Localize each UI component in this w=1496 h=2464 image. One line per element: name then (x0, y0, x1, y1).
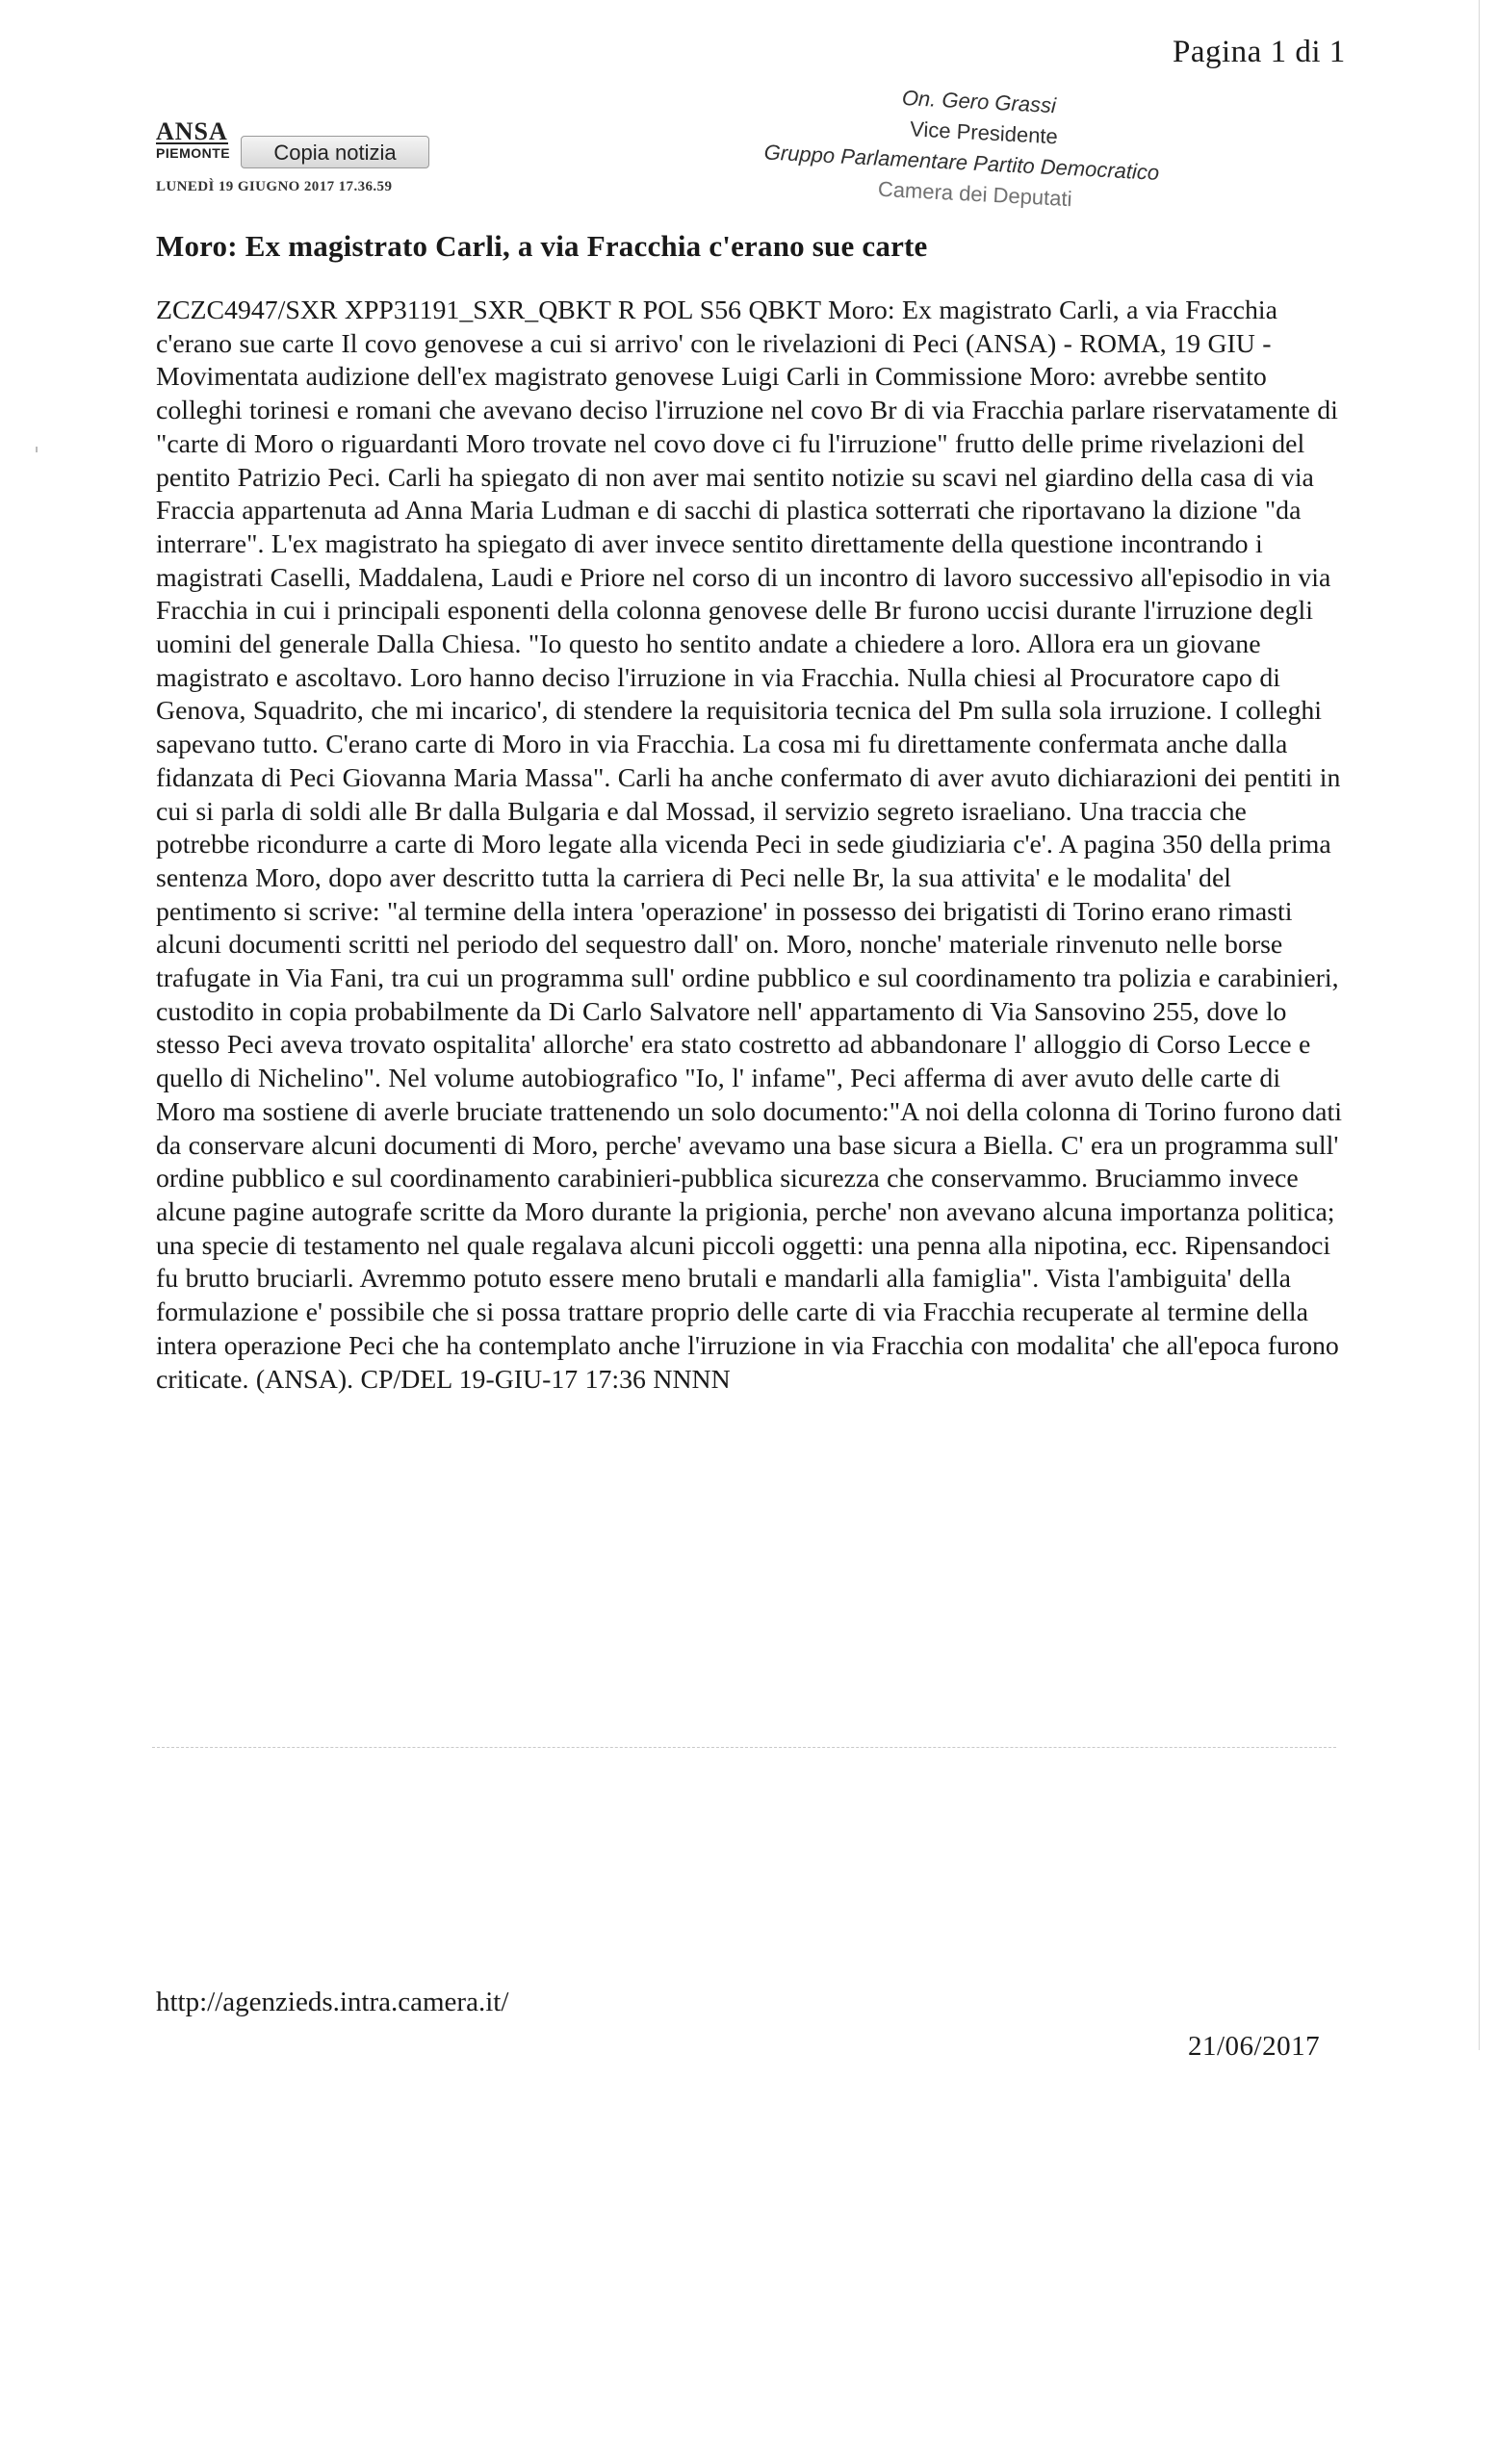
stamp-group: Gruppo Parlamentare Partito Democratico (763, 140, 1160, 185)
scan-mark (36, 447, 38, 452)
article-title: Moro: Ex magistrato Carli, a via Fracchia c'erano sue carte (156, 229, 928, 263)
stamp-chamber: Camera dei Deputati (877, 176, 1073, 212)
dateline: LUNEDÌ 19 GIUGNO 2017 17.36.59 (156, 179, 393, 194)
footer-url: http://agenzieds.intra.camera.it/ (156, 1987, 509, 2017)
divider (152, 1747, 1336, 1748)
deputy-stamp (752, 75, 1210, 221)
copy-news-button[interactable]: Copia notizia (241, 136, 429, 168)
stamp-role: Vice Presidente (909, 116, 1059, 149)
page-number: Pagina 1 di 1 (1173, 35, 1346, 69)
ansa-logo-word: ANSA (156, 117, 228, 145)
stamp-name: On. Gero Grassi (901, 85, 1057, 118)
ansa-logo-region: PIEMONTE (156, 145, 231, 161)
footer-date: 21/06/2017 (1188, 2031, 1321, 2062)
article-body: ZCZC4947/SXR XPP31191_SXR_QBKT R POL S56 QBKT Moro: Ex magistrato Carli, a via Fracchia c'erano sue carte Il covo genovese a cui si arrivo' con le rivelazioni di Peci (ANSA) - ROMA, 19 GIU - Movimentata audizione dell'ex magistrato genovese Luigi Carli in Commissione Moro: avrebbe sentito colleghi torinesi e romani che avevano deciso l'irruzione nel covo Br di via Fracchia parlare riservatamente di "carte di Moro o riguardanti Moro trovate nel covo dove ci fu l'irruzione" frutto delle prime rivelazioni del pentito Patrizio Peci. Carli ha spiegato di non aver mai sentito notizie su scavi nel giardino della casa di via Fraccia appartenuta ad Anna Maria Ludman e di sacchi di plastica sotterrati che riportavano la dizione "da interrare". L'ex magistrato ha spiegato di aver invece sentito direttamente della questione incontrando i magistrati Caselli, Maddalena, Laudi e Priore nel corso di un incontro di lavoro successivo all'episodio in via Fracchia in cui i principali esponenti della colonna genovese delle Br furono uccisi durante l'irruzione degli uomini del generale Dalla Chiesa. "Io questo ho sentito andate a chiedere a loro. Allora era un giovane magistrato e ascoltavo. Loro hanno deciso l'irruzione in via Fracchia. Nulla chiesi al Procuratore capo di Genova, Squadrito, che mi incarico', di stendere la requisitoria tecnica del Pm sulla sola irruzione. I colleghi sapevano tutto. C'erano carte di Moro in via Fracchia. La cosa mi fu direttamente confermata anche dalla fidanzata di Peci Giovanna Maria Massa". Carli ha anche confermato di aver avuto dichiarazioni dei pentiti in cui si parla di soldi alle Br dalla Bulgaria e dal Mossad, il servizio segreto israeliano. Una traccia che potrebbe ricondurre a carte di Moro legate alla vicenda Peci in sede giudiziaria c'e'. A pagina 350 della prima sentenza Moro, dopo aver descritto tutta la carriera di Peci nelle Br, la sua attivita' e le modalita' del pentimento si scrive: "al termine della intera 'operazione' in possesso dei brigatisti di Torino erano rimasti alcuni documenti scritti nel periodo del sequestro dall' on. Moro, nonche' materiale rinvenuto nelle borse trafugate in Via Fani, tra cui un programma sull' ordine pubblico e sul coordinamento tra polizia e carabinieri, custodito in copia probabilmente da Di Carlo Salvatore nell' appartamento di Via Sansovino 255, dove lo stesso Peci aveva trovato ospitalita' allorche' era stato costretto ad abbandonare l' alloggio di Corso Lecce e quello di Nichelino". Nel volume autobiografico "Io, l' infame", Peci afferma di aver avuto delle carte di Moro ma sostiene di averle bruciate trattenendo un solo documento:"A noi della colonna di Torino furono dati da conservare alcuni documenti di Moro, perche' avevamo una base sicura a Biella. C' era un programma sull' ordine pubblico e sul coordinamento carabinieri-pubblica sicurezza che conservammo. Bruciammo invece alcune pagine autografe scritte da Moro durante la prigionia, perche' non avevano alcuna importanza politica; una specie di testamento nel quale regalava alcuni piccoli oggetti: una penna alla nipotina, ecc. Ripensandoci fu brutto bruciarli. Avremmo potuto essere meno brutali e mandarli alla famiglia". Vista l'ambiguita' della formulazione e' possibile che si possa trattare proprio delle carte di via Fracchia recuperate al termine della intera operazione Peci che ha contemplato anche l'irruzione in via Fracchia con modalita' che all'epoca furono criticate. (ANSA). CP/DEL 19-GIU-17 17:36 NNNN (156, 295, 1342, 1395)
page-edge (1479, 0, 1480, 2050)
ansa-logo (156, 117, 233, 162)
